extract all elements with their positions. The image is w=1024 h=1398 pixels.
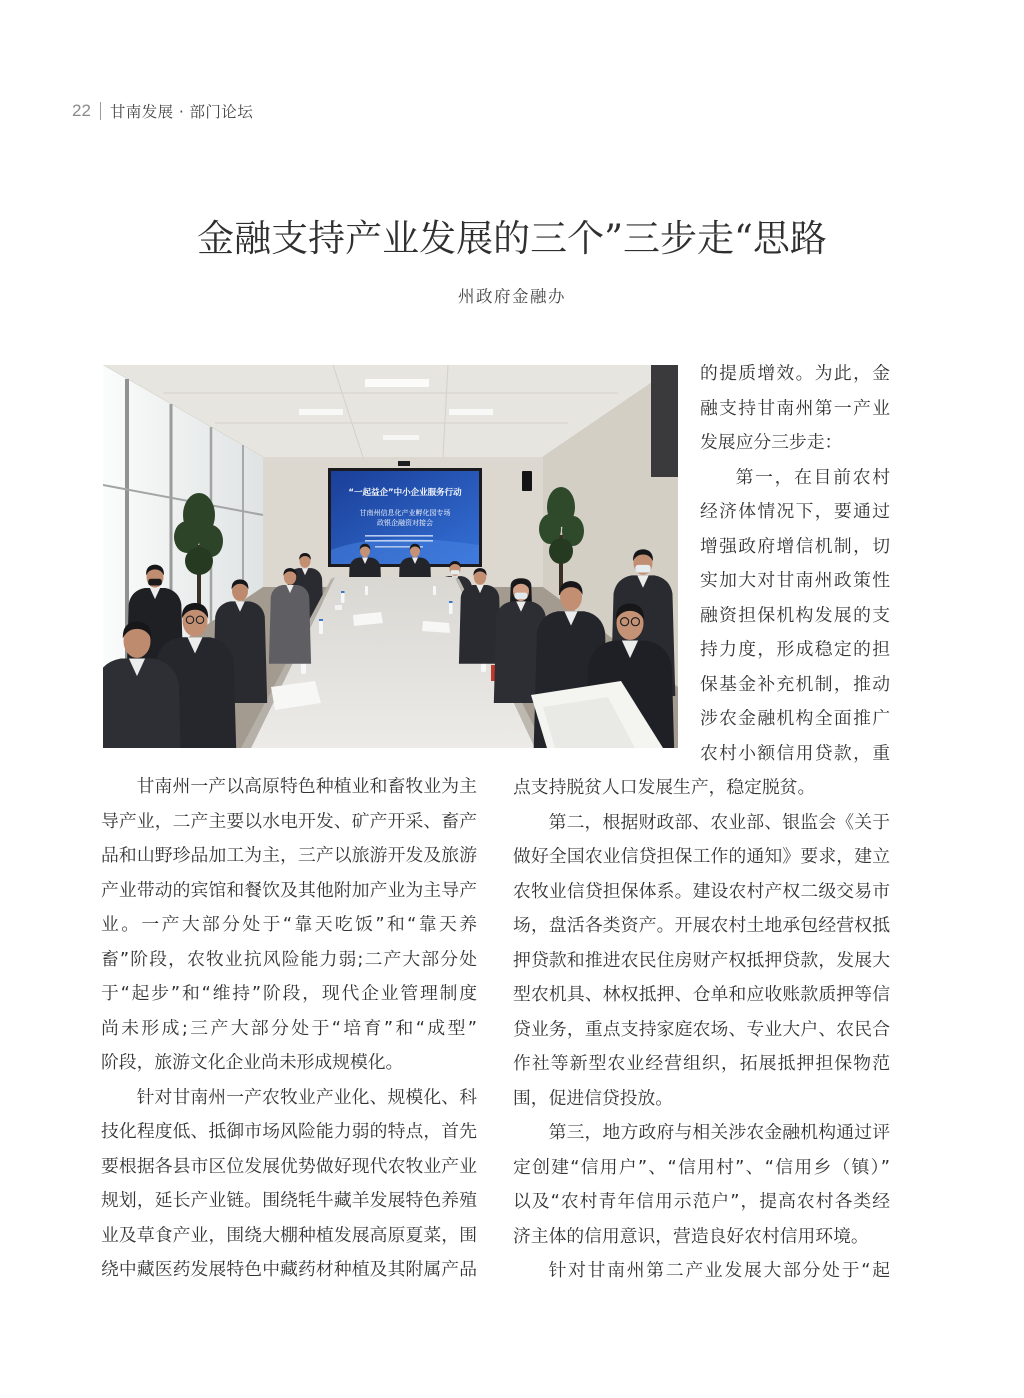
text-line bbox=[700, 633, 890, 668]
text-line bbox=[700, 564, 890, 599]
text-line bbox=[101, 1150, 477, 1185]
text-line bbox=[700, 495, 890, 530]
text-line bbox=[513, 978, 890, 1013]
photo-paper bbox=[422, 621, 450, 633]
text-line-content: 业及草食产业，围绕大棚种植发展高原夏菜，围 bbox=[101, 1224, 477, 1246]
text-line bbox=[513, 806, 890, 841]
text-line bbox=[513, 1220, 890, 1255]
text-line bbox=[700, 530, 890, 565]
text-line bbox=[513, 1047, 890, 1082]
text-line bbox=[513, 1082, 890, 1117]
paragraph bbox=[513, 357, 890, 461]
text-line bbox=[700, 737, 890, 772]
text-line-content: 业。一产大部分处于“靠天吃饭”和“靠天养 bbox=[101, 914, 477, 935]
paragraph bbox=[513, 1116, 890, 1254]
text-line-content: 实加大对甘南州政策性 bbox=[700, 570, 890, 591]
text-line-content: 融资担保机构发展的支 bbox=[700, 604, 890, 626]
text-line bbox=[513, 1185, 890, 1220]
text-line-content: 型农机具、林权抵押、仓单和应收账款质押等信 bbox=[513, 984, 890, 1005]
article-title: 金融支持产业发展的三个”三步走“思路 bbox=[197, 217, 827, 260]
paragraph bbox=[513, 1254, 890, 1289]
text-line bbox=[101, 1046, 477, 1081]
text-line-content: 导产业，二产主要以水电开发、矿产开采、畜产 bbox=[101, 810, 477, 832]
text-line bbox=[513, 1151, 890, 1186]
text-line-content: 尚未形成;三产大部分处于“培育”和“成型” bbox=[101, 1017, 477, 1039]
text-line-content: 围，促进信贷投放。 bbox=[513, 1087, 674, 1109]
text-line-content: 的提质增效。为此，金 bbox=[700, 363, 890, 384]
text-line-content: 畜”阶段，农牧业抗风险能力弱;二产大部分处 bbox=[101, 948, 477, 970]
page-header bbox=[72, 100, 253, 122]
paragraph bbox=[101, 1081, 477, 1288]
text-line-content: 经济体情况下，要通过 bbox=[700, 501, 890, 522]
text-line-content: 押贷款和推进农民住房财产权抵押贷款，发展大 bbox=[513, 949, 890, 971]
text-line bbox=[101, 943, 477, 978]
text-line bbox=[513, 1013, 890, 1048]
text-line-content: 点支持脱贫人口发展生产，稳定脱贫。 bbox=[513, 777, 816, 798]
text-line-content: 持力度，形成稳定的担 bbox=[700, 639, 890, 660]
text-line-content: 融支持甘南州第一产业 bbox=[700, 397, 890, 419]
text-line bbox=[513, 1116, 890, 1151]
text-line bbox=[101, 770, 477, 805]
text-line-content: 涉农金融机构全面推广 bbox=[700, 708, 890, 729]
header-divider bbox=[100, 102, 101, 120]
text-line bbox=[101, 1115, 477, 1150]
text-line bbox=[101, 1081, 477, 1116]
text-line-content: 绕中藏医药发展特色中藏药材种植及其附属产品 bbox=[101, 1259, 477, 1280]
text-line-content: 发展应分三步走： bbox=[700, 432, 843, 453]
text-line-content: 于“起步”和“维持”阶段，现代企业管理制度 bbox=[101, 983, 477, 1004]
text-line bbox=[700, 668, 890, 703]
page-number: 22 bbox=[72, 101, 91, 120]
text-line-content: 作社等新型农业经营组织，拓展抵押担保物范 bbox=[513, 1053, 890, 1074]
text-line-content: 济主体的信用意识，营造良好农村信用环境。 bbox=[513, 1225, 869, 1247]
text-line bbox=[700, 461, 890, 496]
text-line-content: 定创建“信用户”、“信用村”、“信用乡（镇）” bbox=[513, 1156, 890, 1178]
text-line-content: 贷业务，重点支持家庭农场、专业大户、农民合 bbox=[513, 1018, 890, 1040]
paragraph bbox=[101, 770, 477, 1081]
screen-line-1: 甘南州信息化产业孵化园专场 bbox=[359, 509, 451, 517]
text-line bbox=[101, 1219, 477, 1254]
text-line bbox=[513, 944, 890, 979]
text-line bbox=[101, 805, 477, 840]
text-line bbox=[700, 599, 890, 634]
text-line-content: 甘南州一产以高原特色种植业和畜牧业为主 bbox=[136, 776, 477, 797]
text-line-content: 农村小额信用贷款，重 bbox=[700, 742, 890, 764]
paragraph bbox=[513, 461, 890, 806]
text-line-content: 增强政府增信机制，切 bbox=[700, 535, 890, 557]
text-line bbox=[101, 908, 477, 943]
text-line bbox=[101, 977, 477, 1012]
photo-screen bbox=[328, 461, 482, 567]
text-line-content: 场，盘活各类资产。开展农村土地承包经营权抵 bbox=[513, 915, 890, 936]
text-line-content: 第一，在目前农村 bbox=[735, 466, 890, 488]
text-line bbox=[101, 1184, 477, 1219]
text-line-content: 农牧业信贷担保体系。建设农村产权二级交易市 bbox=[513, 880, 890, 902]
screen-line-2: 政银企融资对接会 bbox=[377, 519, 433, 527]
text-line-content: 以及“农村青年信用示范户”，提高农村各类经 bbox=[513, 1191, 890, 1212]
text-line bbox=[513, 909, 890, 944]
text-line bbox=[700, 702, 890, 737]
text-line-content: 第三，地方政府与相关涉农金融机构通过评 bbox=[548, 1122, 890, 1143]
right-column bbox=[513, 357, 890, 1289]
text-line-content: 保基金补充机制，推动 bbox=[700, 673, 890, 695]
text-line bbox=[700, 426, 890, 461]
article-byline: 州政府金融办 bbox=[458, 287, 566, 306]
text-line bbox=[513, 875, 890, 910]
paragraph bbox=[513, 806, 890, 1117]
text-line-content: 第二，根据财政部、农业部、银监会《关于 bbox=[548, 811, 890, 833]
left-column bbox=[101, 770, 477, 1288]
text-line-content: 产业带动的宾馆和餐饮及其他附加产业为主导产 bbox=[101, 879, 477, 901]
text-line bbox=[101, 874, 477, 909]
text-line-content: 阶段，旅游文化企业尚未形成规模化。 bbox=[101, 1052, 404, 1073]
screen-title: “一起益企”中小企业服务行动 bbox=[348, 488, 462, 498]
text-line bbox=[101, 839, 477, 874]
text-line bbox=[513, 840, 890, 875]
text-line bbox=[700, 357, 890, 392]
photo-name-card bbox=[335, 605, 342, 610]
section-name: 甘南发展 · 部门论坛 bbox=[109, 103, 254, 121]
text-line-content: 针对甘南州一产农牧业产业化、规模化、科 bbox=[136, 1086, 477, 1108]
text-line-content: 技化程度低、抵御市场风险能力弱的特点，首先 bbox=[101, 1121, 477, 1142]
text-line bbox=[101, 1012, 477, 1047]
text-line-content: 做好全国农业信贷担保工作的通知》要求，建立 bbox=[513, 846, 890, 867]
text-line-content: 要根据各县市区位发展优势做好现代农牧业产业 bbox=[101, 1155, 477, 1177]
text-line-content: 规划，延长产业链。围绕牦牛藏羊发展特色养殖 bbox=[101, 1190, 477, 1211]
text-line-content: 品和山野珍品加工为主，三产以旅游开发及旅游 bbox=[101, 845, 477, 866]
text-line bbox=[101, 1253, 477, 1288]
text-line bbox=[700, 392, 890, 427]
text-line-content: 针对甘南州第二产业发展大部分处于“起 bbox=[548, 1260, 890, 1281]
text-line bbox=[513, 1254, 890, 1289]
text-line bbox=[513, 771, 890, 806]
